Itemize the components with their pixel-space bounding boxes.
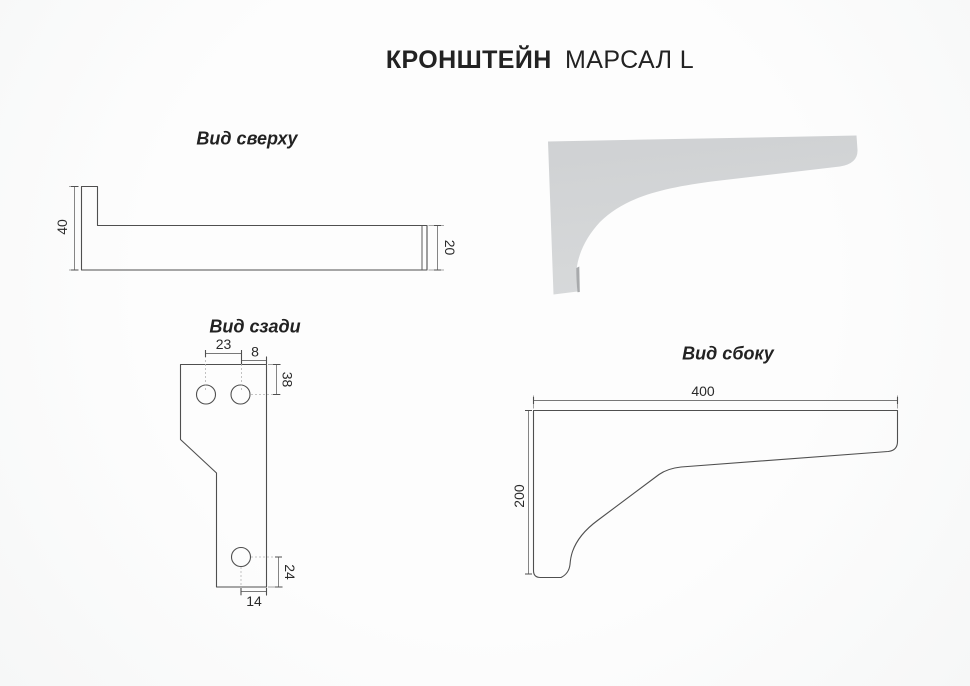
side-view-outline xyxy=(534,411,898,578)
product-model: МАРСАЛ L xyxy=(565,46,695,74)
back-view-drawing xyxy=(181,336,299,609)
view-label-back: Вид сзади xyxy=(209,316,301,337)
product-type: КРОНШТЕЙН xyxy=(385,46,552,74)
top-view-outline xyxy=(82,187,428,271)
dimension-text-40: 40 xyxy=(54,219,70,235)
mounting-hole-left xyxy=(197,385,216,404)
dimension-text-200: 200 xyxy=(511,484,527,508)
top-view-drawing xyxy=(54,187,458,271)
dimension-text-20: 20 xyxy=(442,239,458,256)
side-view-drawing xyxy=(511,383,898,578)
mounting-hole-right xyxy=(231,385,250,404)
bracket-3d-render xyxy=(548,136,858,295)
dimension-text-38: 38 xyxy=(279,371,296,388)
extension-line xyxy=(534,396,898,409)
extension-line xyxy=(69,187,79,271)
bracket-silhouette xyxy=(548,136,858,295)
dimension-text-23: 23 xyxy=(215,336,232,352)
dimension-text-24: 24 xyxy=(282,564,298,580)
dimension-text-14: 14 xyxy=(246,593,262,609)
dimension-text-8: 8 xyxy=(251,343,259,360)
dimension-text-400: 400 xyxy=(691,383,715,399)
mounting-hole-bottom xyxy=(232,548,251,567)
back-view-outline xyxy=(181,365,267,588)
extension-line xyxy=(429,226,445,271)
view-label-side: Вид сбоку xyxy=(682,343,774,364)
view-label-top: Вид сверху xyxy=(196,128,298,149)
